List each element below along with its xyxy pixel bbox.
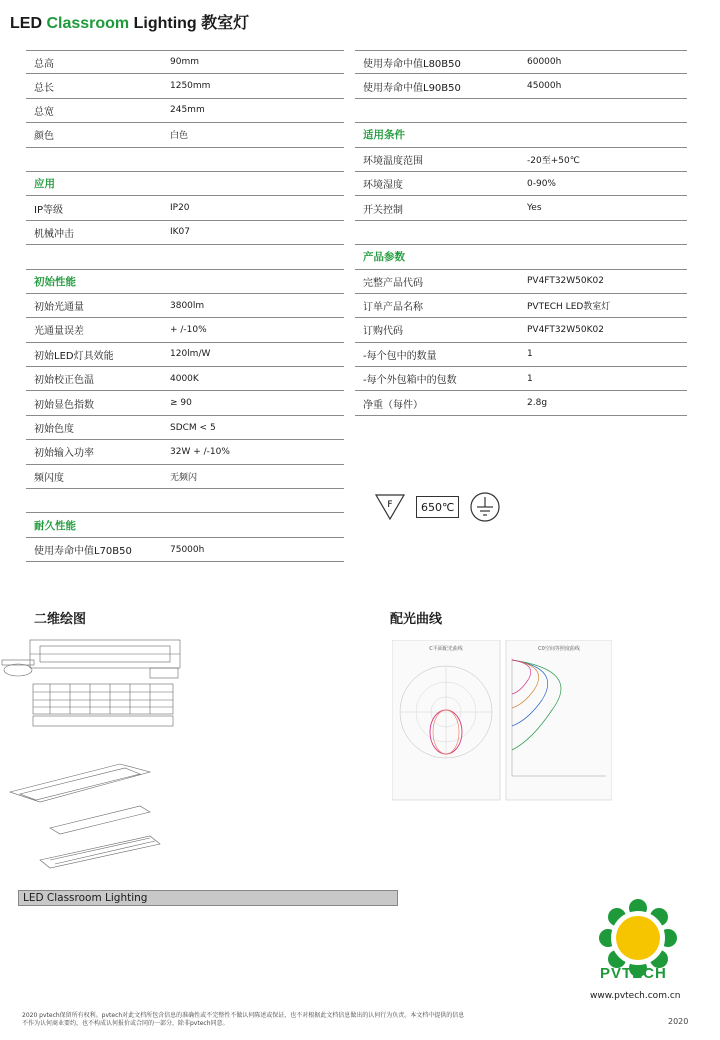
spec-row bbox=[26, 416, 344, 440]
spec-row bbox=[355, 74, 687, 98]
spec-row bbox=[26, 465, 344, 489]
spec-value: 90mm bbox=[170, 57, 199, 68]
spec-label: 使用寿命中值L70B50 bbox=[34, 546, 132, 557]
blank-row bbox=[26, 245, 344, 269]
spec-label: 初始校正色温 bbox=[34, 375, 94, 387]
section-heading bbox=[26, 513, 344, 537]
page-title: LED Classroom Lighting 教室灯 bbox=[10, 15, 250, 32]
light-curve-heading: 配光曲线 bbox=[390, 612, 443, 627]
spec-label: 使用寿命中值L80B50 bbox=[363, 58, 461, 70]
spec-label: -每个包中的数量 bbox=[363, 350, 437, 362]
spec-value: IK07 bbox=[170, 227, 191, 238]
spec-label: 环境湿度 bbox=[363, 180, 403, 192]
spec-label: 初始LED灯具效能 bbox=[34, 350, 114, 362]
f-mark-icon bbox=[374, 493, 406, 521]
footer-product-bar: LED Classroom Lighting bbox=[18, 890, 398, 906]
section-title: 应用 bbox=[34, 178, 55, 191]
spec-value: 1250mm bbox=[170, 81, 211, 92]
section-heading bbox=[26, 172, 344, 196]
spec-value: 无频闪 bbox=[170, 472, 198, 483]
spec-row bbox=[355, 367, 687, 391]
svg-text:C平面配光曲线: C平面配光曲线 bbox=[429, 646, 463, 652]
certification-symbols bbox=[374, 492, 501, 522]
spec-row bbox=[355, 270, 687, 294]
spec-value: SDCM < 5 bbox=[170, 422, 216, 433]
section-heading bbox=[26, 270, 344, 294]
spec-label: 订购代码 bbox=[363, 326, 403, 338]
spec-label: 完整产品代码 bbox=[363, 277, 423, 289]
spec-label: 初始显色指数 bbox=[34, 399, 94, 411]
spec-value: 4000K bbox=[170, 373, 199, 384]
spec-row bbox=[26, 123, 344, 147]
spec-value: 120lm/W bbox=[170, 349, 211, 360]
spec-value: 45000h bbox=[527, 81, 562, 92]
spec-label: 初始输入功率 bbox=[34, 448, 94, 460]
spec-value: Yes bbox=[527, 203, 542, 214]
spec-row bbox=[355, 172, 687, 196]
spec-label: IP等级 bbox=[34, 204, 63, 216]
spec-row bbox=[26, 538, 344, 562]
blank-row bbox=[26, 489, 344, 513]
section-title: 产品参数 bbox=[363, 251, 405, 264]
spec-row bbox=[26, 391, 344, 415]
spec-row bbox=[26, 318, 344, 342]
spec-row bbox=[26, 50, 344, 74]
spec-row bbox=[26, 221, 344, 245]
spec-value: 0-90% bbox=[527, 178, 556, 189]
website-url[interactable]: www.pvtech.com.cn bbox=[590, 991, 681, 1001]
spec-row bbox=[355, 294, 687, 318]
glow-wire-temp: 650℃ bbox=[416, 496, 459, 518]
spec-row bbox=[26, 294, 344, 318]
svg-text:C0空间等照度曲线: C0空间等照度曲线 bbox=[538, 646, 580, 652]
spec-value: 3800lm bbox=[170, 300, 205, 311]
brand-name: PVTECH bbox=[600, 965, 667, 982]
section-title: 初始性能 bbox=[34, 275, 76, 288]
spec-label: 初始光通量 bbox=[34, 302, 84, 314]
blank-row bbox=[355, 221, 687, 245]
spec-row bbox=[26, 196, 344, 220]
spec-label: 机械冲击 bbox=[34, 228, 74, 240]
spec-row bbox=[26, 343, 344, 367]
legal-notice: 2020 pvtech保留所有权利。pvtech对此文档所包含信息的准确性或不完整性不做认何陈述或保证，也不对根据此文档信息做出的认何行为负责。本文档中提供的信息 不作为认何商业要约，也不构成认何报价或合同的一部分，除非pvtech同意。 bbox=[22, 1012, 465, 1027]
spec-row bbox=[26, 367, 344, 391]
section-heading bbox=[355, 245, 687, 269]
section-title: 耐久性能 bbox=[34, 519, 76, 532]
spec-label: 净重（每件） bbox=[363, 399, 423, 411]
spec-row bbox=[355, 343, 687, 367]
ground-icon bbox=[469, 491, 501, 523]
spec-label: 环境温度范围 bbox=[363, 155, 423, 167]
spec-row bbox=[355, 148, 687, 172]
spec-label: 频闪度 bbox=[34, 472, 64, 484]
left-spec-table bbox=[26, 50, 344, 562]
spec-value: 32W + /-10% bbox=[170, 446, 230, 457]
light-distribution-curves bbox=[392, 640, 612, 802]
spec-row bbox=[355, 318, 687, 342]
spec-value: 2.8g bbox=[527, 398, 548, 409]
technical-drawing bbox=[0, 632, 200, 882]
blank-row bbox=[355, 99, 687, 123]
spec-value: IP20 bbox=[170, 203, 190, 214]
section-heading bbox=[355, 123, 687, 147]
spec-row bbox=[355, 50, 687, 74]
spec-row bbox=[26, 440, 344, 464]
spec-row bbox=[355, 196, 687, 220]
spec-value: 1 bbox=[527, 349, 533, 360]
spec-label: -每个外包箱中的包数 bbox=[363, 375, 457, 387]
drawing-heading: 二维绘图 bbox=[34, 612, 87, 627]
spec-value: ≥ 90 bbox=[170, 398, 192, 409]
spec-label: 颜色 bbox=[34, 131, 54, 143]
svg-text:F: F bbox=[387, 500, 393, 510]
spec-value: 75000h bbox=[170, 544, 205, 555]
spec-label: 开关控制 bbox=[363, 204, 403, 216]
spec-value: 白色 bbox=[170, 131, 189, 142]
spec-value: -20至+50℃ bbox=[527, 155, 580, 166]
spec-label: 订单产品名称 bbox=[363, 302, 423, 314]
spec-value: 60000h bbox=[527, 57, 562, 68]
section-title: 适用条件 bbox=[363, 129, 405, 142]
spec-label: 总宽 bbox=[34, 106, 54, 118]
spec-label: 总高 bbox=[34, 58, 54, 70]
spec-label: 总长 bbox=[34, 82, 54, 94]
spec-value: PV4FT32W50K02 bbox=[527, 276, 604, 287]
spec-value: 245mm bbox=[170, 105, 205, 116]
spec-label: 光通量误差 bbox=[34, 326, 84, 338]
spec-row bbox=[26, 99, 344, 123]
blank-row bbox=[26, 148, 344, 172]
spec-value: PV4FT32W50K02 bbox=[527, 324, 604, 335]
right-spec-table bbox=[355, 50, 687, 416]
spec-value: + /-10% bbox=[170, 324, 207, 335]
spec-label: 使用寿命中值L90B50 bbox=[363, 82, 461, 94]
spec-row bbox=[355, 391, 687, 415]
spec-row bbox=[26, 74, 344, 98]
spec-label: 初始色度 bbox=[34, 424, 74, 436]
spec-value: PVTECH LED教室灯 bbox=[527, 302, 611, 313]
footer-year: 2020 bbox=[668, 1017, 689, 1026]
spec-value: 1 bbox=[527, 373, 533, 384]
